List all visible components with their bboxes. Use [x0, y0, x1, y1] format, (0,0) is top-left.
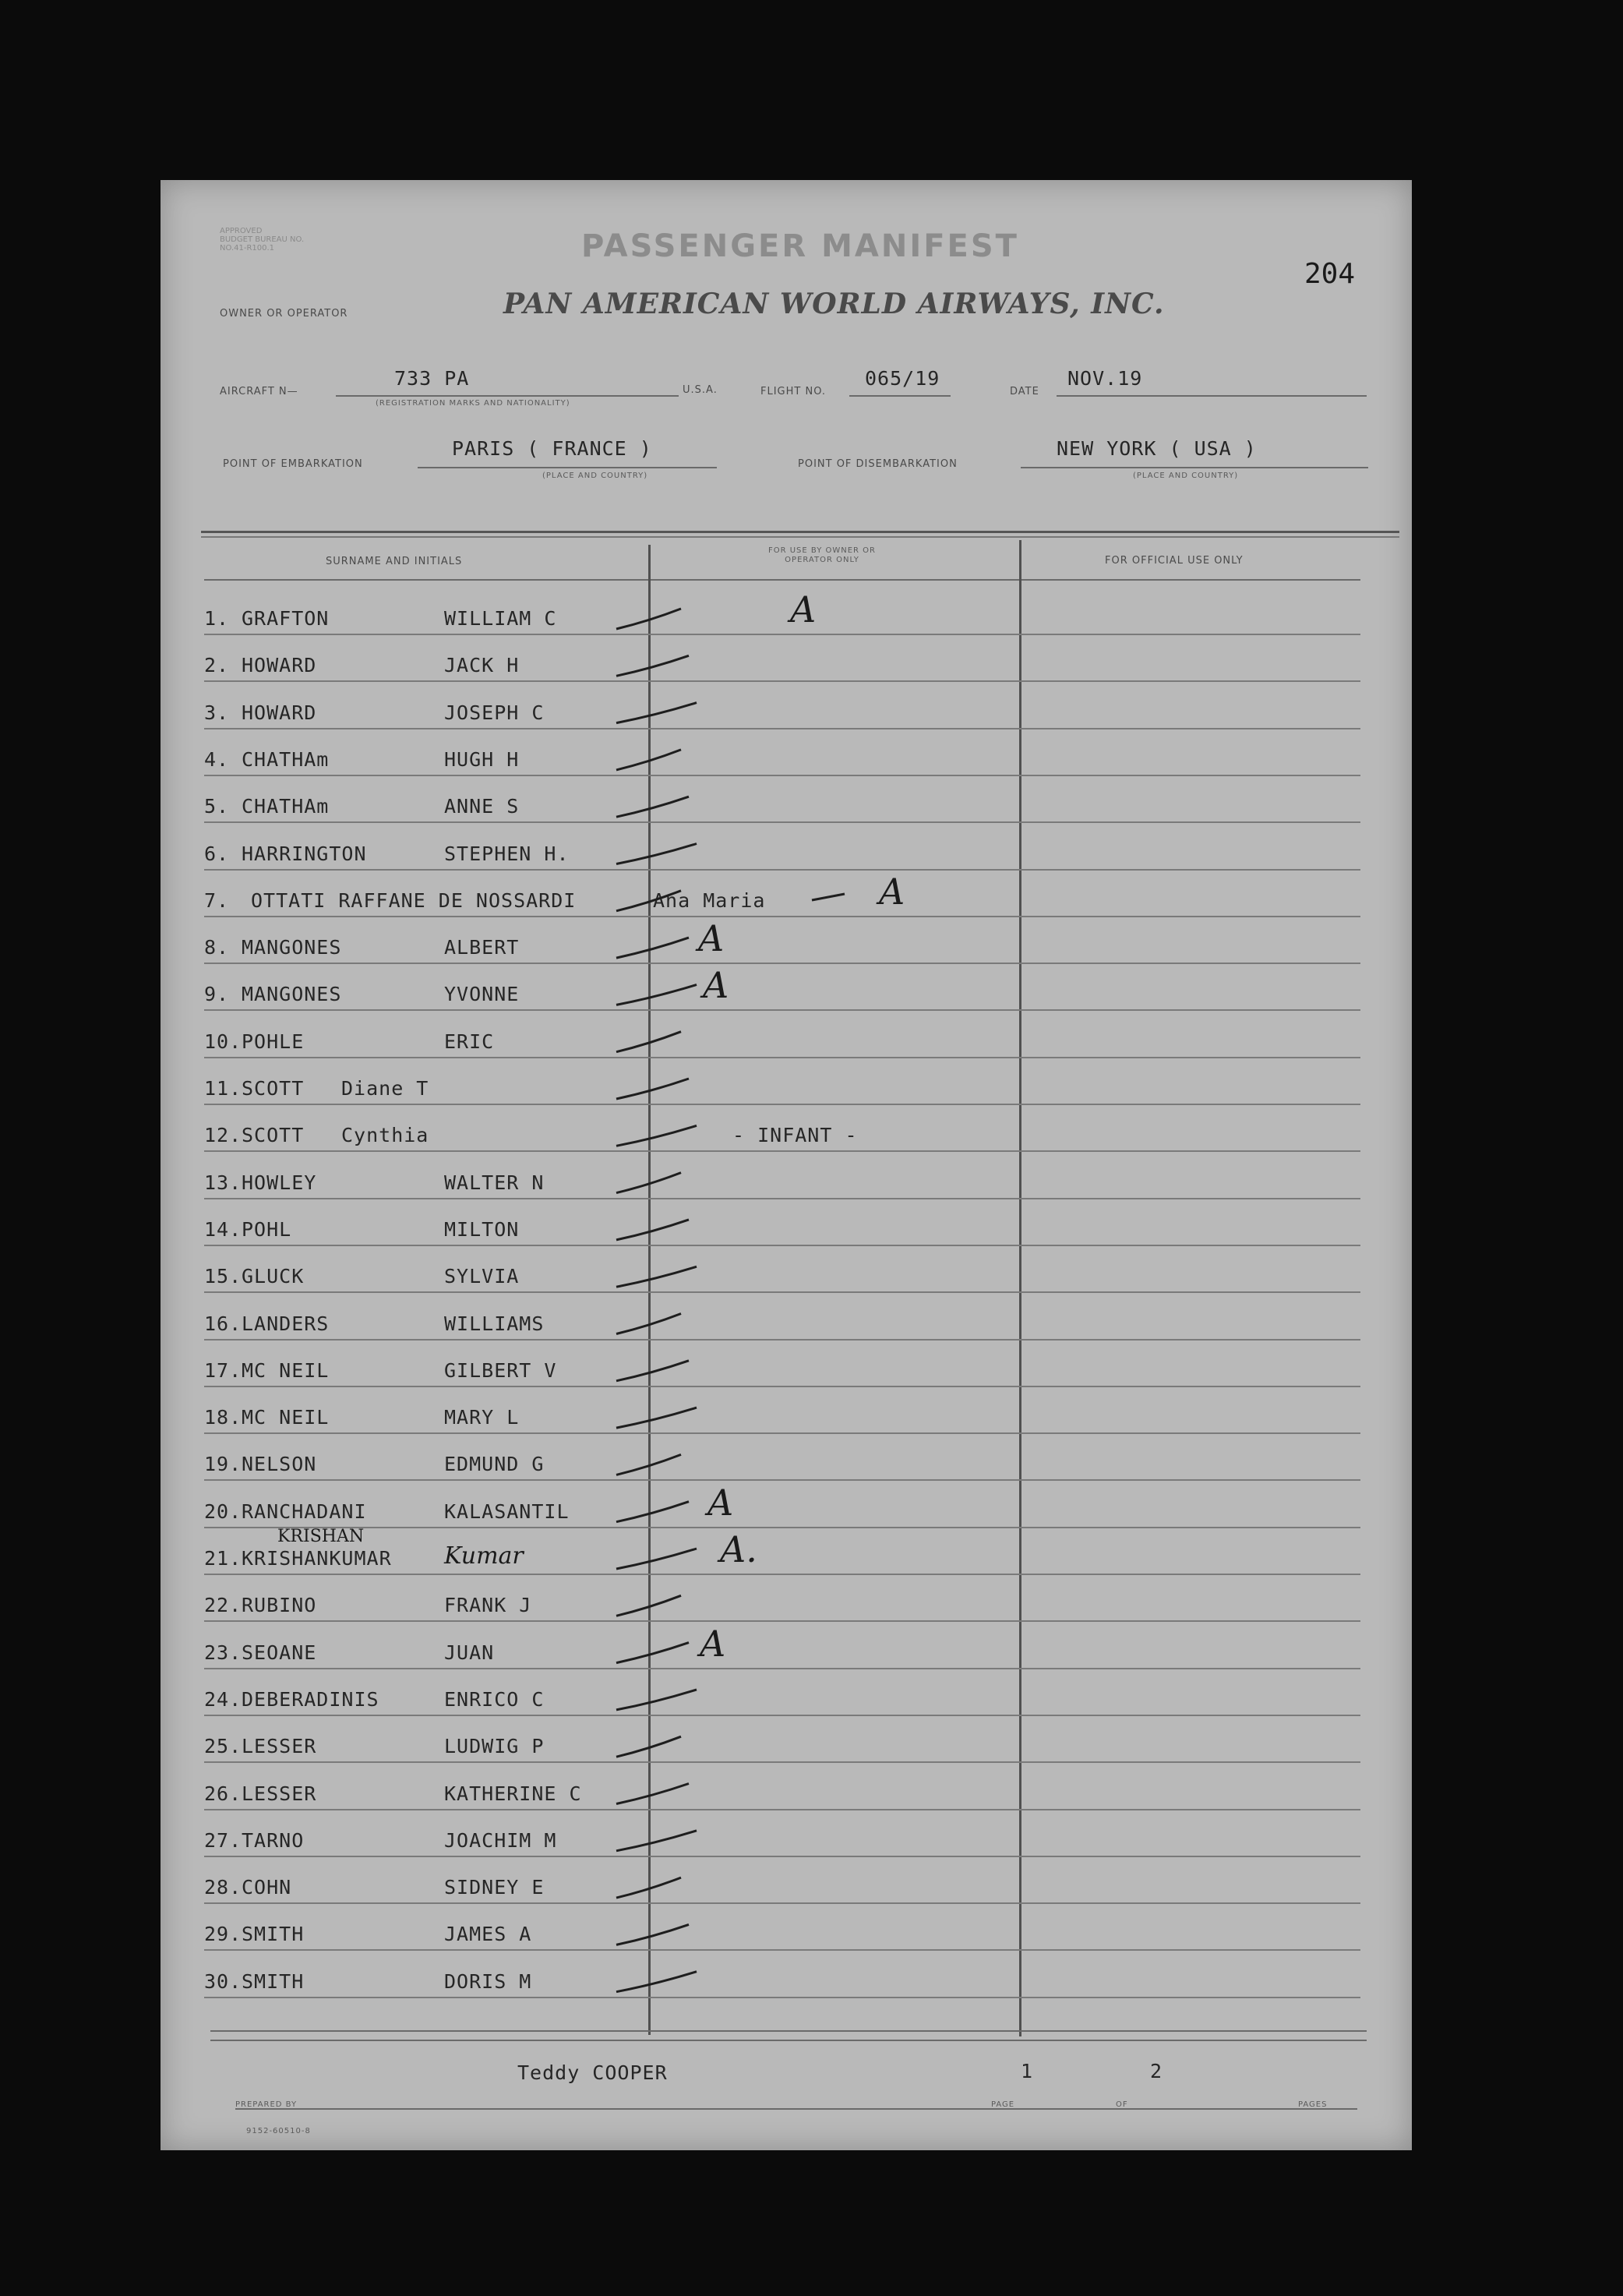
page-stamp: 204 [1304, 258, 1356, 290]
passenger-number: 20. [204, 1500, 242, 1523]
dash-mark [812, 894, 845, 900]
page-value: 1 [1021, 2060, 1034, 2082]
passenger-surname: HOWLEY [242, 1171, 317, 1194]
passenger-number: 28. [204, 1876, 242, 1899]
passenger-given-name: LUDWIG P [444, 1735, 545, 1757]
passenger-number: 24. [204, 1688, 242, 1711]
passenger-surname: RUBINO [242, 1594, 317, 1616]
footer-underline [235, 2108, 1357, 2110]
footer-rule-1 [210, 2030, 1367, 2032]
check-tick [616, 1079, 689, 1099]
check-tick [616, 609, 681, 629]
check-tick [616, 1877, 681, 1898]
passenger-number: 21. [204, 1547, 242, 1570]
passenger-surname: SMITH [242, 1923, 305, 1945]
passenger-number: 11. [204, 1077, 242, 1100]
manifest-sheet [161, 180, 1412, 2150]
passenger-number: 23. [204, 1641, 242, 1664]
tick-marks [161, 180, 1412, 2150]
column-header-names: SURNAME AND INITIALS [326, 556, 463, 567]
company-name: PAN AMERICAN WORLD AIRWAYS, INC. [503, 288, 1165, 320]
passenger-given-name: WILLIAMS [444, 1312, 545, 1335]
check-tick [616, 750, 681, 770]
operator-mark: A [879, 871, 905, 913]
passenger-surname: HOWARD [242, 654, 317, 676]
operator-mark: A [707, 1482, 734, 1524]
passenger-surname: NELSON [242, 1453, 317, 1475]
passenger-number: 27. [204, 1829, 242, 1852]
passenger-surname: MC NEIL [242, 1359, 330, 1382]
approval-line: APPROVED [220, 227, 263, 235]
passenger-number: 13. [204, 1171, 242, 1194]
passenger-surname: DEBERADINIS [242, 1688, 379, 1711]
passenger-surname: COHN [242, 1876, 292, 1899]
passenger-given-name: SYLVIA [444, 1265, 520, 1288]
check-tick [616, 1266, 697, 1287]
passenger-surname: LESSER [242, 1782, 317, 1805]
passenger-surname: SCOTT [242, 1124, 305, 1146]
of-label: OF [1116, 2100, 1128, 2109]
passenger-number: 10. [204, 1030, 242, 1053]
passenger-given-name: STEPHEN H. [444, 842, 570, 865]
check-tick [616, 797, 689, 817]
prepared-by-value: Teddy COOPER [517, 2061, 668, 2084]
page-label: PAGE [991, 2100, 1015, 2109]
check-tick [616, 1784, 689, 1804]
passenger-number: 19. [204, 1453, 242, 1475]
usa-label: U.S.A. [683, 384, 718, 396]
check-tick [616, 1549, 697, 1569]
passenger-number: 8. [204, 936, 230, 959]
check-tick [616, 1032, 681, 1052]
passenger-given-name: Kumar [444, 1542, 524, 1570]
passenger-given-name: FRANK J [444, 1594, 532, 1616]
check-tick [616, 1314, 681, 1334]
embark-label: POINT OF EMBARKATION [223, 458, 363, 470]
flight-label: FLIGHT NO. [760, 386, 827, 397]
check-tick [616, 938, 689, 958]
passenger-given-name: Cynthia [341, 1124, 429, 1146]
passenger-number: 16. [204, 1312, 242, 1335]
passenger-given-name: GILBERT V [444, 1359, 557, 1382]
check-tick [616, 1690, 697, 1710]
passenger-surname: TARNO [242, 1829, 305, 1852]
date-label: DATE [1010, 386, 1039, 397]
passenger-number: 14. [204, 1218, 242, 1241]
passenger-given-name: ENRICO C [444, 1688, 545, 1711]
passenger-given-name: Diane T [341, 1077, 429, 1100]
passenger-number: 5. [204, 795, 230, 818]
passenger-given-name: MILTON [444, 1218, 520, 1241]
column-header-official: FOR OFFICIAL USE ONLY [1105, 555, 1244, 567]
passenger-surname: GLUCK [242, 1265, 305, 1288]
check-tick [616, 1595, 681, 1616]
passenger-number: 4. [204, 748, 230, 771]
passenger-given-name: KALASANTIL [444, 1500, 570, 1523]
passenger-surname: POHL [242, 1218, 292, 1241]
check-tick [616, 703, 697, 723]
passenger-surname: CHATHAm [242, 748, 330, 771]
passenger-surname: MANGONES [242, 983, 342, 1005]
operator-mark: A [703, 964, 729, 1006]
passenger-number: 30. [204, 1970, 242, 1993]
check-tick [616, 1924, 689, 1945]
check-tick [616, 844, 697, 864]
passenger-number: 3. [204, 701, 230, 724]
of-value: 2 [1150, 2060, 1163, 2082]
operator-mark: A [698, 917, 725, 959]
check-tick [616, 1454, 681, 1475]
passenger-given-name: EDMUND G [444, 1453, 545, 1475]
passenger-surname: SMITH [242, 1970, 305, 1993]
passenger-given-name: JAMES A [444, 1923, 532, 1945]
check-tick [616, 1643, 689, 1663]
footer-rule-2 [210, 2040, 1367, 2041]
passenger-given-name: JACK H [444, 654, 520, 676]
passenger-given-name: WILLIAM C [444, 607, 557, 630]
passenger-given-name: ERIC [444, 1030, 495, 1053]
document-title: PASSENGER MANIFEST [581, 228, 1019, 264]
passenger-surname: MANGONES [242, 936, 342, 959]
passenger-given-name: DORIS M [444, 1970, 532, 1993]
passenger-given-name: ALBERT [444, 936, 520, 959]
passenger-number: 9. [204, 983, 230, 1005]
passenger-surname: GRAFTON [242, 607, 330, 630]
passenger-surname: RANCHADANI [242, 1500, 367, 1523]
operator-mark: A. [720, 1528, 757, 1570]
passenger-given-name: HUGH H [444, 748, 520, 771]
owner-label: OWNER OR OPERATOR [220, 308, 348, 320]
passenger-given-name: KATHERINE C [444, 1782, 582, 1805]
passenger-given-name: SIDNEY E [444, 1876, 545, 1899]
passenger-given-name: WALTER N [444, 1171, 545, 1194]
passenger-given-name: JOSEPH C [444, 701, 545, 724]
passenger-given-name: Ana Maria [653, 889, 766, 912]
passenger-number: 12. [204, 1124, 242, 1146]
operator-mark: - INFANT - [732, 1124, 858, 1146]
passenger-number: 2. [204, 654, 230, 676]
passenger-given-name: JOACHIM M [444, 1829, 557, 1852]
check-tick [616, 1831, 697, 1851]
passenger-number: 25. [204, 1735, 242, 1757]
check-tick [616, 655, 689, 676]
passenger-number: 15. [204, 1265, 242, 1288]
passenger-surname: LESSER [242, 1735, 317, 1757]
passenger-surname: KRISHANKUMAR [242, 1547, 392, 1570]
passenger-number: 6. [204, 842, 230, 865]
check-tick [616, 1125, 697, 1146]
check-tick [616, 1972, 697, 1992]
passenger-number: 18. [204, 1406, 242, 1429]
operator-mark: A [700, 1623, 726, 1665]
disembark-label: POINT OF DISEMBARKATION [798, 458, 958, 470]
operator-mark: A [790, 588, 817, 631]
passenger-given-name: YVONNE [444, 983, 520, 1005]
passenger-number: 26. [204, 1782, 242, 1805]
aircraft-label: AIRCRAFT N— [220, 386, 298, 397]
date-value: NOV.19 [1067, 367, 1143, 390]
embark-sub: (PLACE AND COUNTRY) [542, 472, 648, 480]
handwritten-annotation: KRISHAN [277, 1527, 365, 1546]
check-tick [616, 984, 697, 1005]
check-tick [616, 1361, 689, 1381]
passenger-surname: POHLE [242, 1030, 305, 1053]
passenger-surname: MC NEIL [242, 1406, 330, 1429]
passenger-number: 7. [204, 889, 230, 912]
disembark-value: NEW YORK ( USA ) [1057, 437, 1257, 460]
column-header-owner: FOR USE BY OWNER OR OPERATOR ONLY [767, 546, 877, 564]
form-number: 9152-60510-8 [246, 2127, 311, 2135]
passenger-number: 1. [204, 607, 230, 630]
passenger-surname: SEOANE [242, 1641, 317, 1664]
check-tick [616, 891, 681, 911]
check-tick [616, 1736, 681, 1757]
passenger-surname: CHATHAm [242, 795, 330, 818]
approval-line: NO.41-R100.1 [220, 244, 275, 253]
passenger-surname: HOWARD [242, 701, 317, 724]
embark-value: PARIS ( FRANCE ) [452, 437, 652, 460]
passenger-number: 29. [204, 1923, 242, 1945]
aircraft-sub: (REGISTRATION MARKS AND NATIONALITY) [376, 399, 570, 408]
check-tick [616, 1408, 697, 1428]
passenger-surname: LANDERS [242, 1312, 330, 1335]
passenger-given-name: JUAN [444, 1641, 495, 1664]
pages-label: PAGES [1298, 2100, 1328, 2109]
check-tick [616, 1502, 689, 1522]
passenger-number: 17. [204, 1359, 242, 1382]
passenger-given-name: MARY L [444, 1406, 520, 1429]
passenger-surname: OTTATI RAFFANE DE NOSSARDI [251, 889, 577, 912]
prepared-by-label: PREPARED BY [235, 2100, 298, 2109]
disembark-sub: (PLACE AND COUNTRY) [1133, 472, 1239, 480]
passenger-surname: SCOTT [242, 1077, 305, 1100]
flight-value: 065/19 [865, 367, 940, 390]
approval-line: BUDGET BUREAU NO. [220, 235, 305, 244]
passenger-surname: HARRINGTON [242, 842, 367, 865]
aircraft-value: 733 PA [394, 367, 470, 390]
passenger-number: 22. [204, 1594, 242, 1616]
passenger-given-name: ANNE S [444, 795, 520, 818]
check-tick [616, 1173, 681, 1193]
check-tick [616, 1220, 689, 1240]
